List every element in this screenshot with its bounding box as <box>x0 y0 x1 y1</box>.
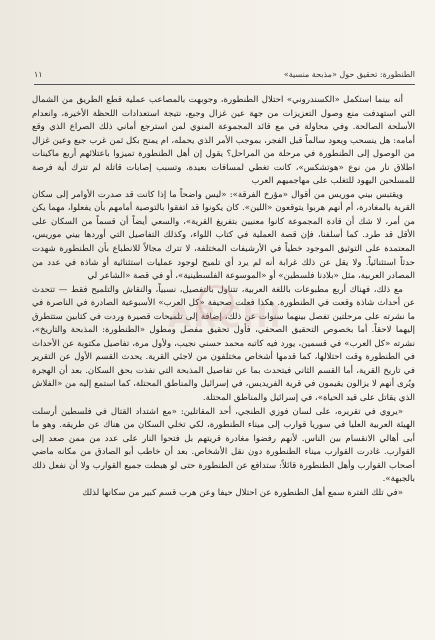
paragraph: «في تلك الفترة سمع أهل الطنطورة عن احتلال حيفا وعن هرب قسم كبير من سكانها لذلك <box>82 487 403 498</box>
page-number: ١١ <box>34 70 43 79</box>
paragraph: أنه بينما استكمل «الكسندروني» احتلال الطنطورة، وجوبهت بالمصاعب عملية قطع الطريق من الشمال التي استهدفت منع وصول التعزيزات من جهة عين غزال وجبع، نتيجة استعدادات اللحظة الأخيرة، وانعدام الأسلحة الصالحة. وفي محاولة في مع قائد المجموعة المنوي لمن استرجع أماني ذلك الصراع الذي وقع أمامه: هل ينسحب ويعود سالماً قبل الفجر، بموجب الأمر الذي يحمله، ام يمنح بكل ثمن غرب جبع وعين غزال من الوصول إلى الطنطورة في مرحلة من المراحل؟ يقول إن أهل الطنطورة تميزوا باعتلائهم أربع ماكينات اطلاق نار من نوع «هوتشكس»، كانت تغطي لمسافات بعيدة، وتسبب إصابات قاتلة لم تترك أية فرصة للمسلحين اليهود للتغلب على مهاجميهم العرب <box>32 95 415 187</box>
running-title: الطنطورة: تحقيق حول «مذبحة منسية» <box>283 70 415 79</box>
archive-watermark: ARCHI <box>168 300 283 335</box>
page-header <box>34 70 415 79</box>
header-rule <box>34 84 415 85</box>
paragraph: مع ذلك، فهناك أربع مطبوعات باللغة العربية، تتناول بالتفصيل، نسبياً، والنقاش والتلميح فقط — تتحدث عن أحداث شاذة وقعت في الطنطورة. هكذا فعلت صحيفة «كل العرب» الأسبوعية الصادرة في الناصرة في ما نشرته على مرحلتين تفصل بينهما سنوات عن ذلك، إضافة إلى تلميحات قصيرة وردت في كتابين ستتطرق إليهما لاحقاً. أما بخصوص التحقيق الصحفي، فأول تحقيق مفصل ومطول «الطنطورة: المذبحة والتاريخ»، نشرته «كل العرب» في قسمين، يورد فيه كاتبه محمد حسني نجيب، ولأول مرة، تفاصيل مكتوبة عن الأحداث في الطنطورة وقت احتلالها، كما قدمها أشخاص مختلفون من لاجئي القرية. يحدث القسم الأول عن التقرير في تاريخ القرية، أما القسم الثاني فيتحدث بما عن تفاصيل المذبحة التي نفذت بحق السكان. بعد أن الهجرة ويُرى أنهم لا يزالون يقيمون في قرية الفريديس، في إسرائيل والمناطق المحتلة، كما استمع إليه من «الفلاش الذي يقاتل على قيد الحياة»، في إسرائيل والمناطق المحتلة. <box>32 284 415 404</box>
paragraph: ويقتبس بيني موريس من أقوال «مؤرخ الفرقة»: «ليس واضحاً ما إذا كانت قد صدرت الأوامر إلى سكان القرية بالمغادرة، أم أنهم هربوا يتوقعون «اللين». كان يكونوا قد اتفقوا بالتوصية أمامهم بأن يفعلوا، مهما يكن من أمر، لا شك أن قادة المجموعة كانوا معنيين بتفريغ القرية»، والسعي أيضاً أن قسماً من السكان على الأقل قد طرد. كما أسلفنا، فإن قصة العملية في كتاب اللواء، وكذلك التفاصيل التي أوردها بيني موريس، المعتمدة على التوثيق الموجود خطياً في الأرشيفات المختلفة، لا تترك مجالاً للانطباع بأن الطنطورة شهدت حدثاً استثنائياً. ولا يقل عن ذلك غرابة أنه لم يرد أي تلميح لوجود عمليات استثنائية أو شاذة في عدد من المصادر العربية، مثل «بلادنا فلسطين» أو «الموسوعة الفلسطينية»، أو في قصة «الشاعر لي <box>32 189 415 282</box>
paragraph: «يروي في تقريره، على لسان فوزي الطنجي، أحد المقاتلين: «مع اشتداد القتال في فلسطين أرسلت الهيئة العربية العليا في سوريا قوارب إلى ميناء الطنطورة، لكي تخلي السكان من هناك عن طريقه. وهو ما أبى أهالي الانقسام بين الناس. لأنهم رفضوا مغادرة قريتهم بل فتحوا النار على عدد من ممن صعد إلى القوارب. غادرت القوارب ميناء الطنطورة دون نقل الأشخاص. بعد أن خاطب أبو الصادق من مكانه ماضي أصحاب القوارب وأهل الطنطورة قائلاً: ستدافع عن الطنطورة حتى لو هبطت جميع القوارب ولا أن نفعل ذلك بالجبهة». <box>32 406 415 485</box>
